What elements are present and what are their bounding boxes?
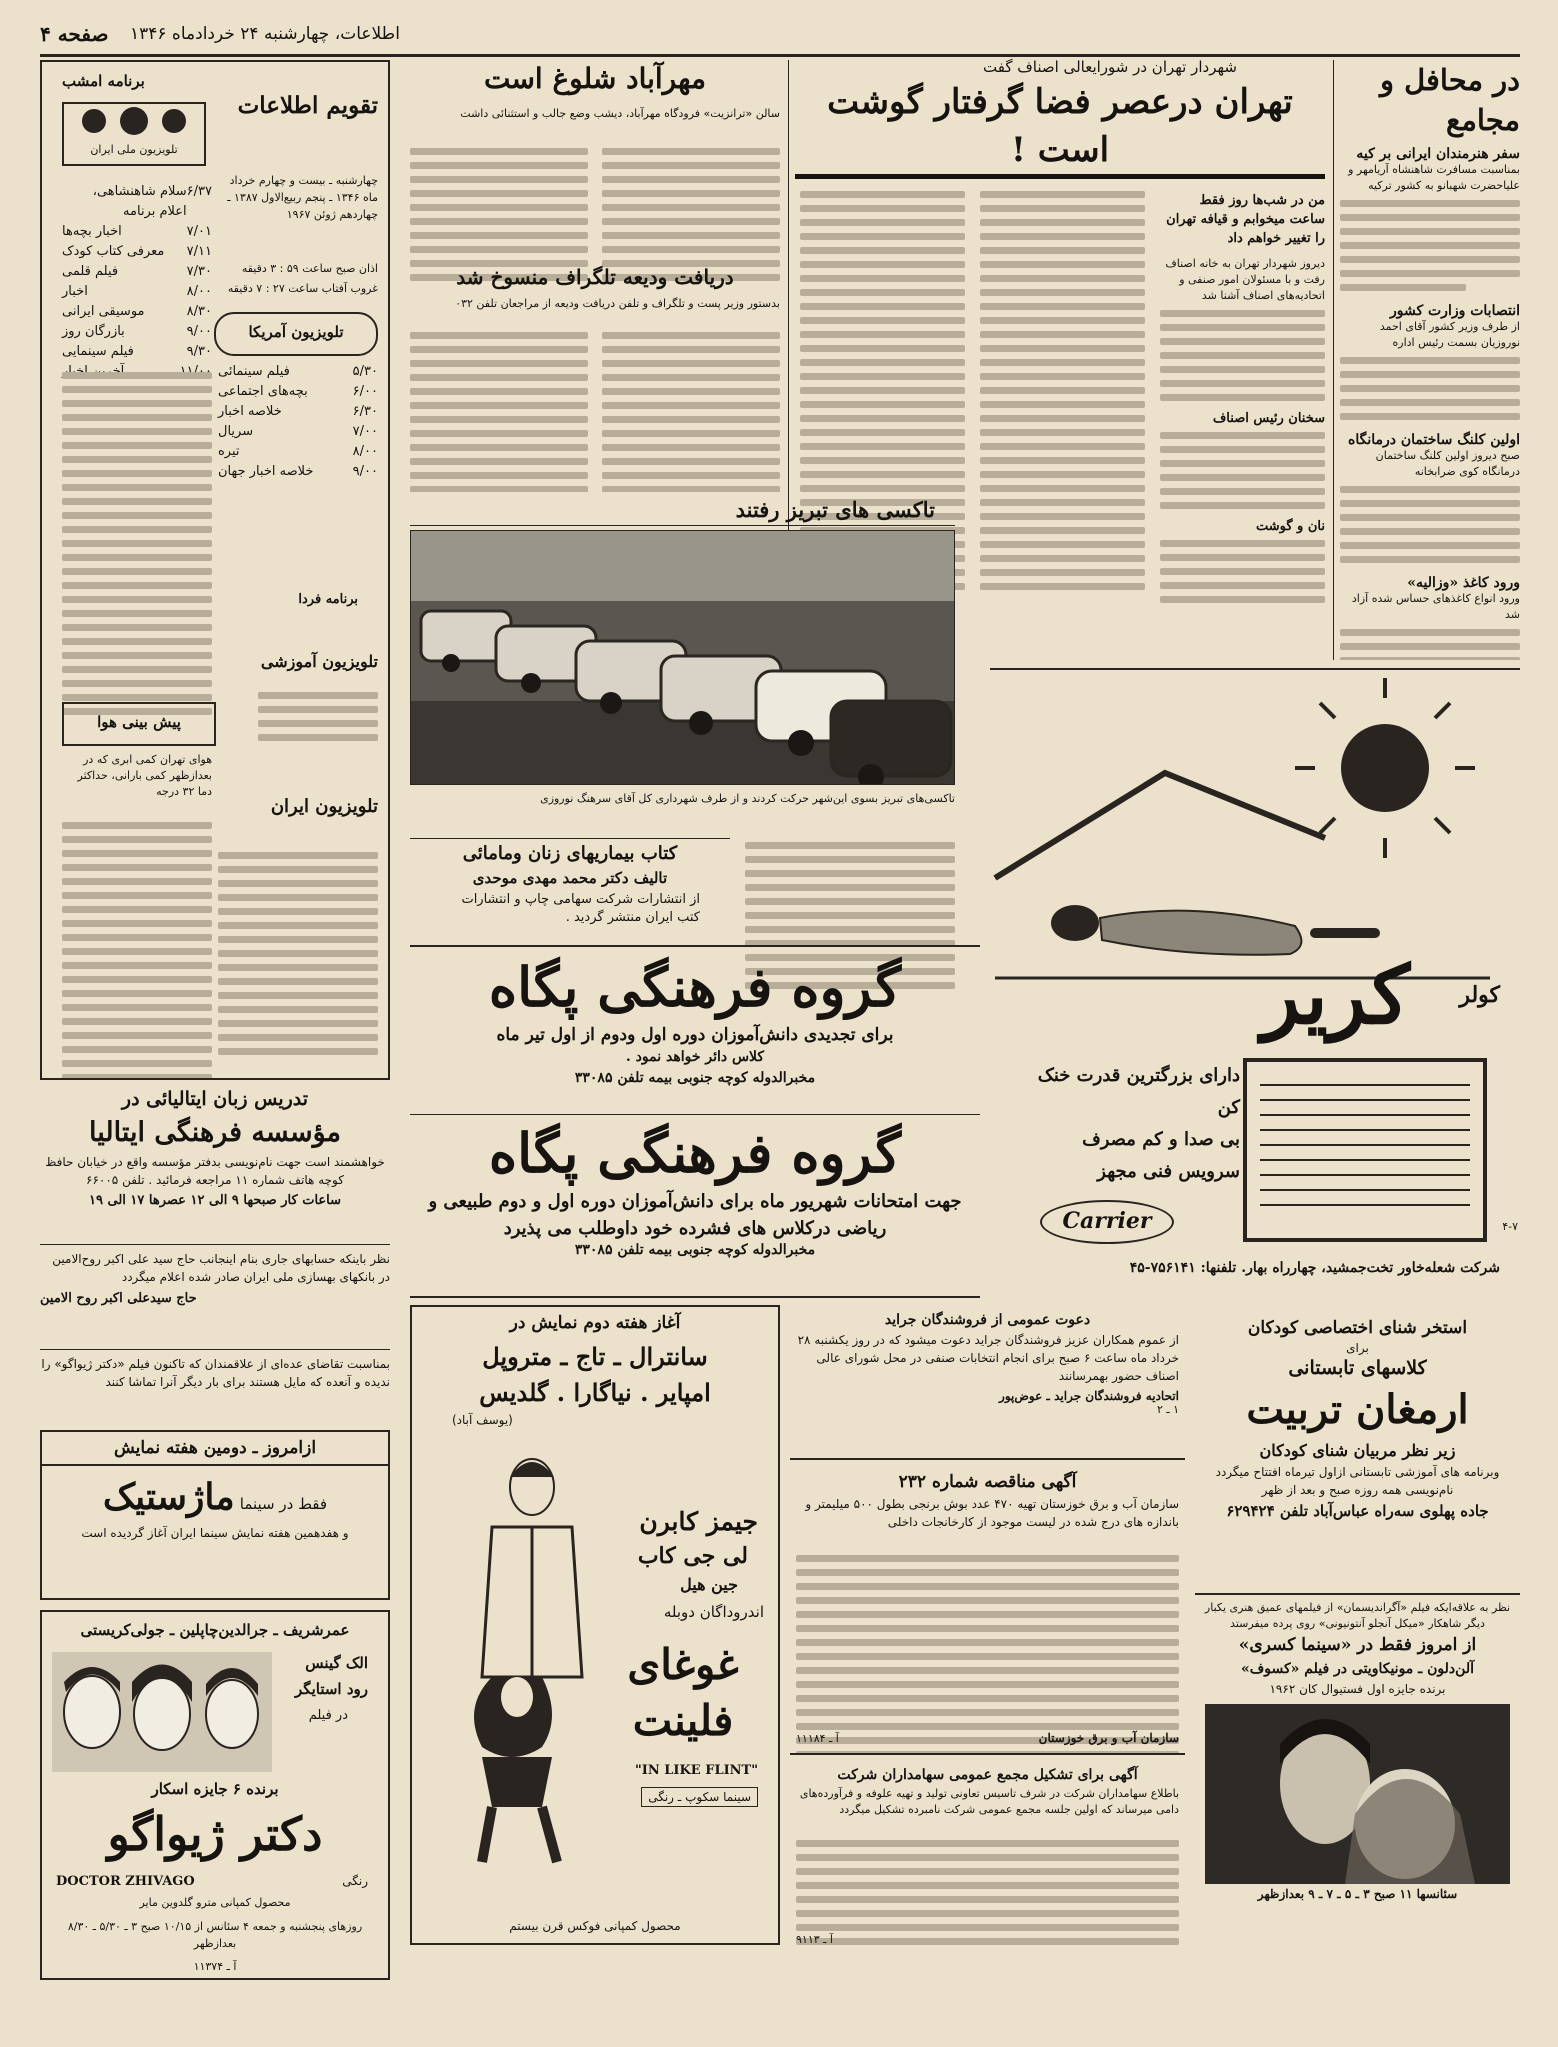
calendar-day: چهارشنبه ـ بیست و چهارم خرداد ماه ۱۳۴۶ ـ پنجم ربیع‌الاول ۱۳۸۷ ـ چهاردهم ژوئن ۱۹۶۷ [227,174,378,221]
book-publisher: از انتشارات شرکت سهامی چاپ و انتشارات کتب ایران منتشر گردید . [461,892,700,925]
mahafel-column [1340,60,1520,660]
pegah-address-2: مخبرالدوله کوچه جنوبی بیمه تلفن ۳۳۰۸۵ [574,1242,816,1258]
schedule-program: تیره [218,444,240,459]
zhivago-latin: DOCTOR ZHIVAGO [56,1874,195,1889]
text-block [1340,486,1520,563]
decorative-flower-icon [74,104,194,138]
notice-tender [790,1465,1185,1755]
zhivago-faces-photo [52,1652,272,1772]
schedule-row [62,222,212,242]
sunset-time: غروب آفتاب ساعت ۲۷ : ۷ دقیقه [227,282,378,295]
woman-figure [474,1677,557,1862]
schedule-program: معرفی کتاب کودک [62,244,165,259]
station2-name: تلویزیون آمریکا [248,323,344,341]
schedule-time: ۶/۰۰ [352,384,378,399]
mahafel-title: در محافل و مجامع [1379,63,1520,137]
schedule-time: ۸/۳۰ [186,304,212,319]
schedule-time: ۶/۳۷ [186,184,212,199]
schedule-row [62,262,212,282]
flint-dub: اندروداگان دوبله [663,1603,764,1621]
carrier-brand: کریر [1261,948,1410,1042]
station4-name: تلویزیون ایران [270,796,378,817]
flint-actor-1: جیمز کابرن [639,1507,758,1536]
house-roof [995,773,1325,878]
text-block [62,822,212,1080]
schedule-row [218,442,378,462]
zhivago-code: آ ـ ۱۱۳۷۴ [193,1960,237,1973]
ad-flint [410,1305,780,1945]
tender-sign: سازمان آب و برق خوزستان [1038,1731,1179,1745]
kosoof-times: سئانسها ۱۱ صبح ۳ ـ ۵ ـ ۷ ـ ۹ بعدازظهر [1257,1887,1458,1901]
taxi-caption-text: تاکسی‌های تبریز بسوی این‌شهر حرکت کردند و از طرف شهرداری کل آقای سرهنگ نوروزی [540,792,955,805]
masthead [40,16,1520,52]
tv-schedule-2 [218,362,378,482]
taxi-headline: تاکسی های تبریز رفتند [410,495,955,526]
italy-name: مؤسسه فرهنگی ایتالیا [89,1117,341,1148]
notice-bank [40,1250,390,1350]
jarayed-text: از عموم همکاران عزیز فروشندگان جراید دعوت میشود که در روز یکشنبه ۲۸ خرداد ماه ساعت ۶ صبح برای انجام انتخابات صنفی در محل شورای عالی اصناف حضور بهمرسانند [797,1333,1179,1383]
telegraph-text: بدستور وزیر پست و تلگراف و تلفن دریافت ودیعه از مراجعان تلفن ۰۳۲ [455,297,780,310]
ad-carrier [990,668,1520,1298]
weather-box [62,702,216,746]
schedule-program: اخبار بچه‌ها [62,224,122,239]
tv-station1-logo [62,102,206,166]
majestic-top: ازامروز ـ دومین هفته نمایش [42,1432,388,1466]
flint-product: محصول کمپانی فوکس قرن بیستم [509,1919,681,1933]
carrier-contact: شرکت شعله‌خاور تخت‌جمشید، چهارراه بهار. تلفنها: ۷۵۶۱۴۱-۴۵ [1129,1260,1500,1276]
flint-actor-2: لی جی کاب [637,1543,748,1569]
pool-line-2: برای [1346,1341,1369,1355]
schedule-program: فیلم سینمائی [218,364,290,379]
text-block [1340,200,1520,291]
sun-icon [1295,678,1475,858]
text-block [796,1840,1179,1950]
carrier-code: ۴-۷ [1502,1220,1518,1233]
taxi-caption [410,790,955,832]
schedule-program: موسیقی ایرانی [62,304,145,319]
bank-sign: حاج سیدعلی اکبر روح الامین [40,1291,197,1306]
carrier-pre: کولر [1459,982,1500,1008]
jarayed-sign: اتحادیه فروشندگان جراید ـ عوض‌پور [999,1389,1179,1403]
text-block [218,852,378,1055]
station1-name: تلویزیون ملی ایران [90,143,178,156]
schedule-time: ۹/۳۰ [186,344,212,359]
schedule-time: ۷/۰۱ [186,224,212,239]
zhivago-notice-text: بمناسبت تقاضای عده‌ای از علاقمندان که تاکنون فیلم «دکتر ژیواگو» را ندیده و آنعده که مایل هستند برای بار دیگر آنرا تماشا کنند [41,1357,390,1389]
schedule-row [62,182,212,222]
tender-code: آ ـ ۱۱۱۸۴ [796,1732,839,1745]
calendar-title: تقویم اطلاعات [237,92,378,119]
carrier-logo [1040,1200,1174,1244]
mehrabad-headline: مهرآباد شلوغ است [483,62,707,95]
schedule-program: سلام شاهنشاهی، اعلام برنامه [92,184,187,219]
schedule-row [62,302,212,322]
carrier-line-3: سرویس فنی مجهز [1097,1161,1240,1182]
schedule-time: ۹/۰۰ [186,324,212,339]
face-2 [134,1678,190,1750]
text-block [1160,540,1325,603]
schedule-program: اخبار [62,284,88,299]
main-subhead: سخنان رئیس اصناف [1212,411,1325,426]
kosoof-line-1: از امروز فقط در «سینما کسری» [1238,1635,1477,1655]
flint-latin: "IN LIKE FLINT" [635,1763,758,1778]
ad-pegah-2 [410,1118,980,1298]
ad-zhivago [40,1610,390,1980]
flint-format: سینما سکوپ ـ رنگی [641,1787,758,1807]
text-block [980,191,1145,590]
sunrise-time: اذان صبح ساعت ۵۹ : ۳ دقیقه [241,262,378,275]
zhivago-in-film: در فیلم [308,1708,348,1723]
bank-text: نظر باینکه حسابهای جاری بنام اینجانب حاج سید علی اکبر روح‌الامین در بانکهای بهسازی ملی ایران صادر شده اعلام میگردد [52,1252,390,1284]
zhivago-product: محصول کمپانی مترو گلدوین مایر [139,1896,291,1909]
majestic-cinema: ماژستیک [102,1476,235,1518]
mehrabad-text: سالن «ترانزیت» فرودگاه مهرآباد، دیشب وضع جالب و استثنائی داشت [460,107,780,120]
mahafel-item-text: ورود انواع کاغذهای حساس شده آزاد شد [1351,592,1520,621]
air-conditioner-unit [1240,1055,1490,1245]
flint-cinemas-2: امپایر . نیاگارا . گلدیس [479,1378,711,1407]
kosoof-line-3: برنده جایزه اول فستیوال کان ۱۹۶۲ [1269,1682,1446,1696]
mahafel-item-text: از طرف وزیر کشور آقای احمد نوروزیان بسمت رئیس اداره [1379,320,1520,349]
ad-pegah-1 [410,945,980,1115]
schedule-program: خلاصه اخبار [218,404,282,419]
text-block [62,372,212,715]
taxi-photo [410,530,955,785]
schedule-time: ۸/۰۰ [186,284,212,299]
tv-tomorrow: برنامه فردا [298,592,358,607]
ad-majestic [40,1430,390,1600]
pool-line-3: کلاسهای تابستانی [1288,1357,1427,1379]
tv-schedule-1 [62,182,212,382]
flint-poster-art [422,1447,622,1867]
main-lead: دیروز شهردار تهران به خانه اصناف رفت و با مسئولان امور صنفی و اتحادیه‌های اصناف آشنا شد [1165,257,1325,302]
text-block [410,332,588,492]
telegraph-headline: دریافت ودیعه تلگراف منسوخ شد [456,265,734,289]
pool-name: ارمغان تربیت [1246,1386,1469,1433]
weather-title: پیش بینی هوا [97,713,181,731]
schedule-row [62,322,212,342]
schedule-time: ۸/۰۰ [352,444,378,459]
schedule-row [62,242,212,262]
schedule-time: ۷/۳۰ [186,264,212,279]
telegraph-story [410,262,780,492]
schedule-time: ۷/۱۱ [186,244,212,259]
majestic-only: فقط در سینما [239,1495,328,1513]
pool-text: وبرنامه های آموزشی تابستانی ازاول تیرماه افتتاح میگردد نام‌نویسی همه روزه صبح و بعد از ظهر [1215,1465,1500,1497]
tv-column [40,60,390,1080]
flint-top: آغاز هفته دوم نمایش در [509,1313,681,1333]
main-subhead: نان و گوشت [1255,519,1325,534]
jarayed-title: دعوت عمومی از فروشندگان جراید [884,1312,1091,1328]
schedule-time: ۵/۳۰ [352,364,378,379]
pegah-text-2: جهت امتحانات شهریور ماه برای دانش‌آموزان دوره اول و دوم طبیعی و ریاضی درکلاس های فشرده خود داوطلب می پذیرد [428,1191,962,1239]
carrier-illustration [990,678,1520,998]
tv-title: برنامه امشب [62,72,145,90]
schedule-row [218,382,378,402]
notice-jarayed [790,1305,1185,1460]
schedule-row [218,462,378,482]
column-rule [1333,60,1334,660]
zhivago-color: رنگی [342,1874,368,1888]
schedule-program: فیلم سینمایی [62,344,134,359]
station3-name: تلویزیون آموزشی [260,652,378,671]
pool-line-4: زیر نظر مربیان شنای کودکان [1259,1441,1456,1460]
photo-sky [411,531,955,601]
flint-cinemas-note: (یوسف آباد) [452,1413,513,1427]
text-block [1340,629,1520,660]
zhivago-cast-3: رود استایگر [295,1680,368,1698]
schedule-program: فیلم قلمی [62,264,119,279]
ad-italy [40,1085,390,1245]
carrier-logo-text: Carrier [1062,1208,1152,1234]
share-code: آ ـ ۹۱۱۳ [796,1933,833,1946]
mahafel-item-text: صبح دیروز اولین کلنگ ساختمان درمانگاه کوی ضرابخانه [1375,449,1520,478]
face-1 [64,1676,120,1748]
flint-title: غوغای فلینت [627,1640,739,1745]
carrier-line-1: دارای بزرگترین قدرت خنک کن [1037,1065,1240,1118]
schedule-row [62,342,212,362]
text-block [1340,357,1520,420]
mahafel-item-head: ورود کاغذ «وزالیه» [1407,575,1520,591]
kosoof-photo [1205,1704,1510,1884]
mehrabad-story [410,58,780,288]
tender-text: سازمان آب و برق خوزستان تهیه ۴۷۰ عدد بوش برنجی بطول ۵۰۰ میلیمتر و باندازه های درج شده در لیست موجود از کارخانجات داخلی [805,1497,1179,1529]
schedule-program: بچه‌های اجتماعی [218,384,308,399]
main-kicker: شهردار تهران در شورایعالی اصناف گفت [983,58,1237,76]
zhivago-award: برنده ۶ جایزه اسکار [151,1780,279,1798]
italy-text: خواهشمند است جهت نام‌نویسی بدفتر مؤسسه واقع در خیابان حافظ کوچه هاتف شماره ۱۱ مراجعه فرمائید . تلفن ۶۶۰۰۵ [45,1155,385,1187]
pegah-name: گروه فرهنگی پگاه [488,955,902,1019]
pool-line-1: استخر شنای اختصاصی کودکان [1247,1318,1468,1338]
schedule-row [218,362,378,382]
mahafel-item-head: اولین کلنگ ساختمان درمانگاه [1348,432,1520,448]
tender-title: آگهی مناقصه شماره ۲۳۲ [898,1472,1077,1492]
man-figure [482,1459,582,1677]
book-notice [410,838,730,938]
text-block [1160,432,1325,509]
page-number: صفحه ۴ [40,22,109,46]
pegah-text-1b: کلاس دائر خواهد نمود . [625,1049,765,1065]
text-block [258,692,378,741]
zhivago-cast-2: الک گینس [305,1654,368,1672]
book-author: تالیف دکتر محمد مهدی موحدی [472,869,668,887]
issue-date: اطلاعات، چهارشنبه ۲۴ خردادماه ۱۳۴۶ [130,24,400,44]
pegah-name-2: گروه فرهنگی پگاه [488,1121,902,1185]
text-block [796,1555,1179,1755]
kosoof-line-2: آلن‌دلون ـ مونیکا‌ویتی در فیلم «کسوف» [1241,1661,1474,1677]
zhivago-title: دکتر ژیواگو [107,1807,323,1861]
schedule-time: ۶/۳۰ [352,404,378,419]
notice-zhivago [40,1355,390,1425]
notice-share [790,1760,1185,1950]
mahafel-item-head: انتصابات وزارت کشور [1389,303,1520,319]
flint-cinemas-1: سانترال ـ تاج ـ متروپل [482,1342,708,1371]
mahafel-item-text: بمناسبت مسافرت شاهنشاه آریامهر و علیاحضرت شهبانو به کشور ترکیه [1348,163,1520,192]
schedule-program: خلاصه اخبار جهان [218,464,314,479]
kosoof-intro: نظر به علاقه‌ایکه فیلم «آگراندیسمان» از فیلمهای عمیق هنری یکبار دیگر شاهکار «میکل آنجلو آنتونیونی» روی پرده میفرستد [1204,1601,1511,1630]
taxi-photo-image [411,531,955,785]
jarayed-code: ۱ ـ ۲ [1156,1403,1179,1416]
carrier-line-2: بی صدا و کم مصرف [1082,1129,1240,1150]
zhivago-times: روزهای پنجشنبه و جمعه ۴ سئانس از ۱۰/۱۵ صبح ۳ ـ ۵/۳۰ ـ ۸/۳۰ بعدازظهر [67,1920,363,1950]
main-headline: تهران درعصر فضا گرفتار گوشت است ! [795,78,1325,179]
pegah-text-1: برای تجدیدی دانش‌آموزان دوره اول ودوم از اول تیر ماه [496,1025,894,1045]
pegah-address: مخبرالدوله کوچه جنوبی بیمه تلفن ۳۳۰۸۵ [574,1070,816,1086]
station2-logo [214,312,378,356]
share-title: آگهی برای تشکیل مجمع عمومی سهامداران شرکت [837,1767,1138,1783]
mahafel-item-head: سفر هنرمندان ایرانی بر کیه [1356,146,1520,162]
masthead-rule [40,54,1520,57]
zhivago-cast-1: عمرشریف ـ جرالدین‌چاپلین ـ جولی‌کریستی [80,1621,350,1639]
schedule-row [62,282,212,302]
schedule-program: بازرگان روز [62,324,125,339]
face-3 [206,1680,258,1748]
schedule-time: ۷/۰۰ [352,424,378,439]
book-headline: کتاب بیماریهای زنان ومامائی [462,843,678,864]
ad-pool [1195,1315,1520,1595]
pool-address: جاده پهلوی سه‌راه عباس‌آباد تلفن ۶۲۹۴۲۴ [1226,1502,1489,1520]
share-text: باطلاع سهامداران شرکت در شرف تاسیس تعاونی تولید و تهیه علوفه و فرآورده‌های دامی میرساند که اولین جلسه مجمع عمومی شرکت نامبرده تشکیل میگردد [799,1787,1179,1816]
italy-hours: ساعات کار صبحها ۹ الی ۱۲ عصرها ۱۷ الی ۱۹ [88,1193,342,1208]
italy-title: تدریس زبان ایتالیائی در [121,1088,309,1110]
ad-kosoof [1195,1600,1520,1945]
flint-actor-3: جین هیل [680,1575,738,1594]
schedule-row [218,422,378,442]
main-subhead: من در شب‌ها روز فقط ساعت میخوابم و قیافه تهران را تغییر خواهم داد [1166,193,1325,246]
weather-text: هوای تهران کمی ابری که در بعدازظهر کمی بارانی، حداکثر دما ۳۲ درجه [77,753,212,798]
schedule-program: سریال [218,424,254,439]
station4-logo [218,772,378,842]
schedule-time: ۹/۰۰ [352,464,378,479]
schedule-row [218,402,378,422]
text-block [1160,310,1325,401]
text-block [602,332,780,492]
majestic-text: و هفدهمین هفته نمایش سینما ایران آغاز گردیده است [81,1526,349,1540]
